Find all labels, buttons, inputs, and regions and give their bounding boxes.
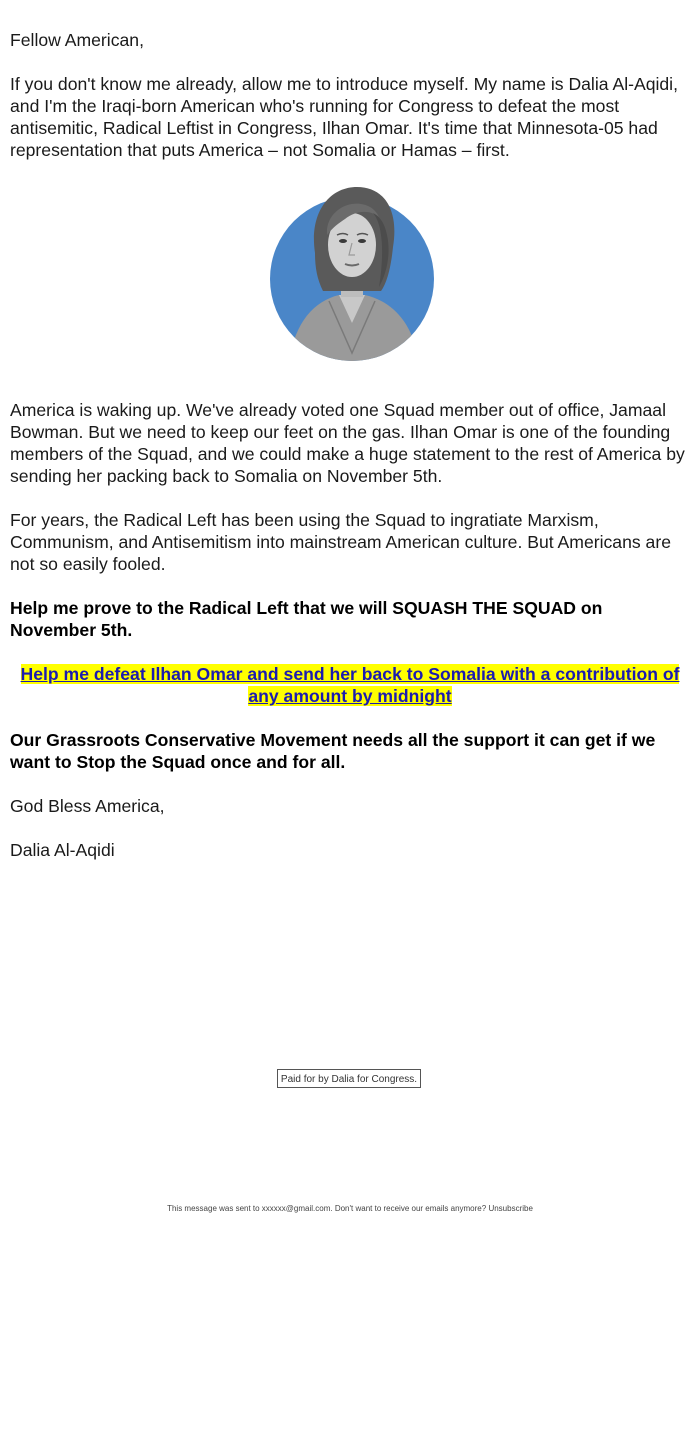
candidate-photo <box>269 183 435 363</box>
unsubscribe-link[interactable]: Unsubscribe <box>488 1204 533 1213</box>
paid-for-disclaimer: Paid for by Dalia for Congress. <box>277 1069 421 1088</box>
waking-paragraph: America is waking up. We've already voted one Squad member out of office, Jamaal Bowman. But we need to keep our feet on the gas. Ilhan Omar is one of the founding members of the Squad, and we could make a huge statement to the rest of America by sending her packing back to Somalia on November 5th. <box>10 400 685 486</box>
sent-to-text: This message was sent to xxxxxx@gmail.com. Don't want to receive our emails anymore? <box>167 1204 487 1213</box>
email-footer <box>0 1203 700 1215</box>
prove-paragraph: Help me prove to the Radical Left that we will SQUASH THE SQUAD on November 5th. <box>10 598 603 640</box>
cta-paragraph <box>10 663 690 707</box>
candidate-photo-section <box>10 183 690 363</box>
years-paragraph: For years, the Radical Left has been using the Squad to ingratiate Marxism, Communism, and Antisemitism into mainstream American culture. But Americans are not so easily fooled. <box>10 510 671 574</box>
signoff: God Bless America, <box>10 796 165 816</box>
grassroots-paragraph: Our Grassroots Conservative Movement needs all the support it can get if we want to Stop the Squad once and for all. <box>10 730 656 772</box>
greeting: Fellow American, <box>10 30 144 50</box>
signature: Dalia Al-Aqidi <box>10 840 115 860</box>
donate-link[interactable]: Help me defeat Ilhan Omar and send her back to Somalia with a contribution of any amount by midnight <box>20 664 680 706</box>
intro-paragraph: If you don't know me already, allow me to introduce myself. My name is Dalia Al-Aqidi, and I'm the Iraqi-born American who's running for Congress to defeat the most antisemitic, Radical Leftist in Congress, Ilhan Omar. It's time that Minnesota-05 had representation that puts America – not Somalia or Hamas – first. <box>10 74 678 160</box>
email-body <box>10 29 690 883</box>
